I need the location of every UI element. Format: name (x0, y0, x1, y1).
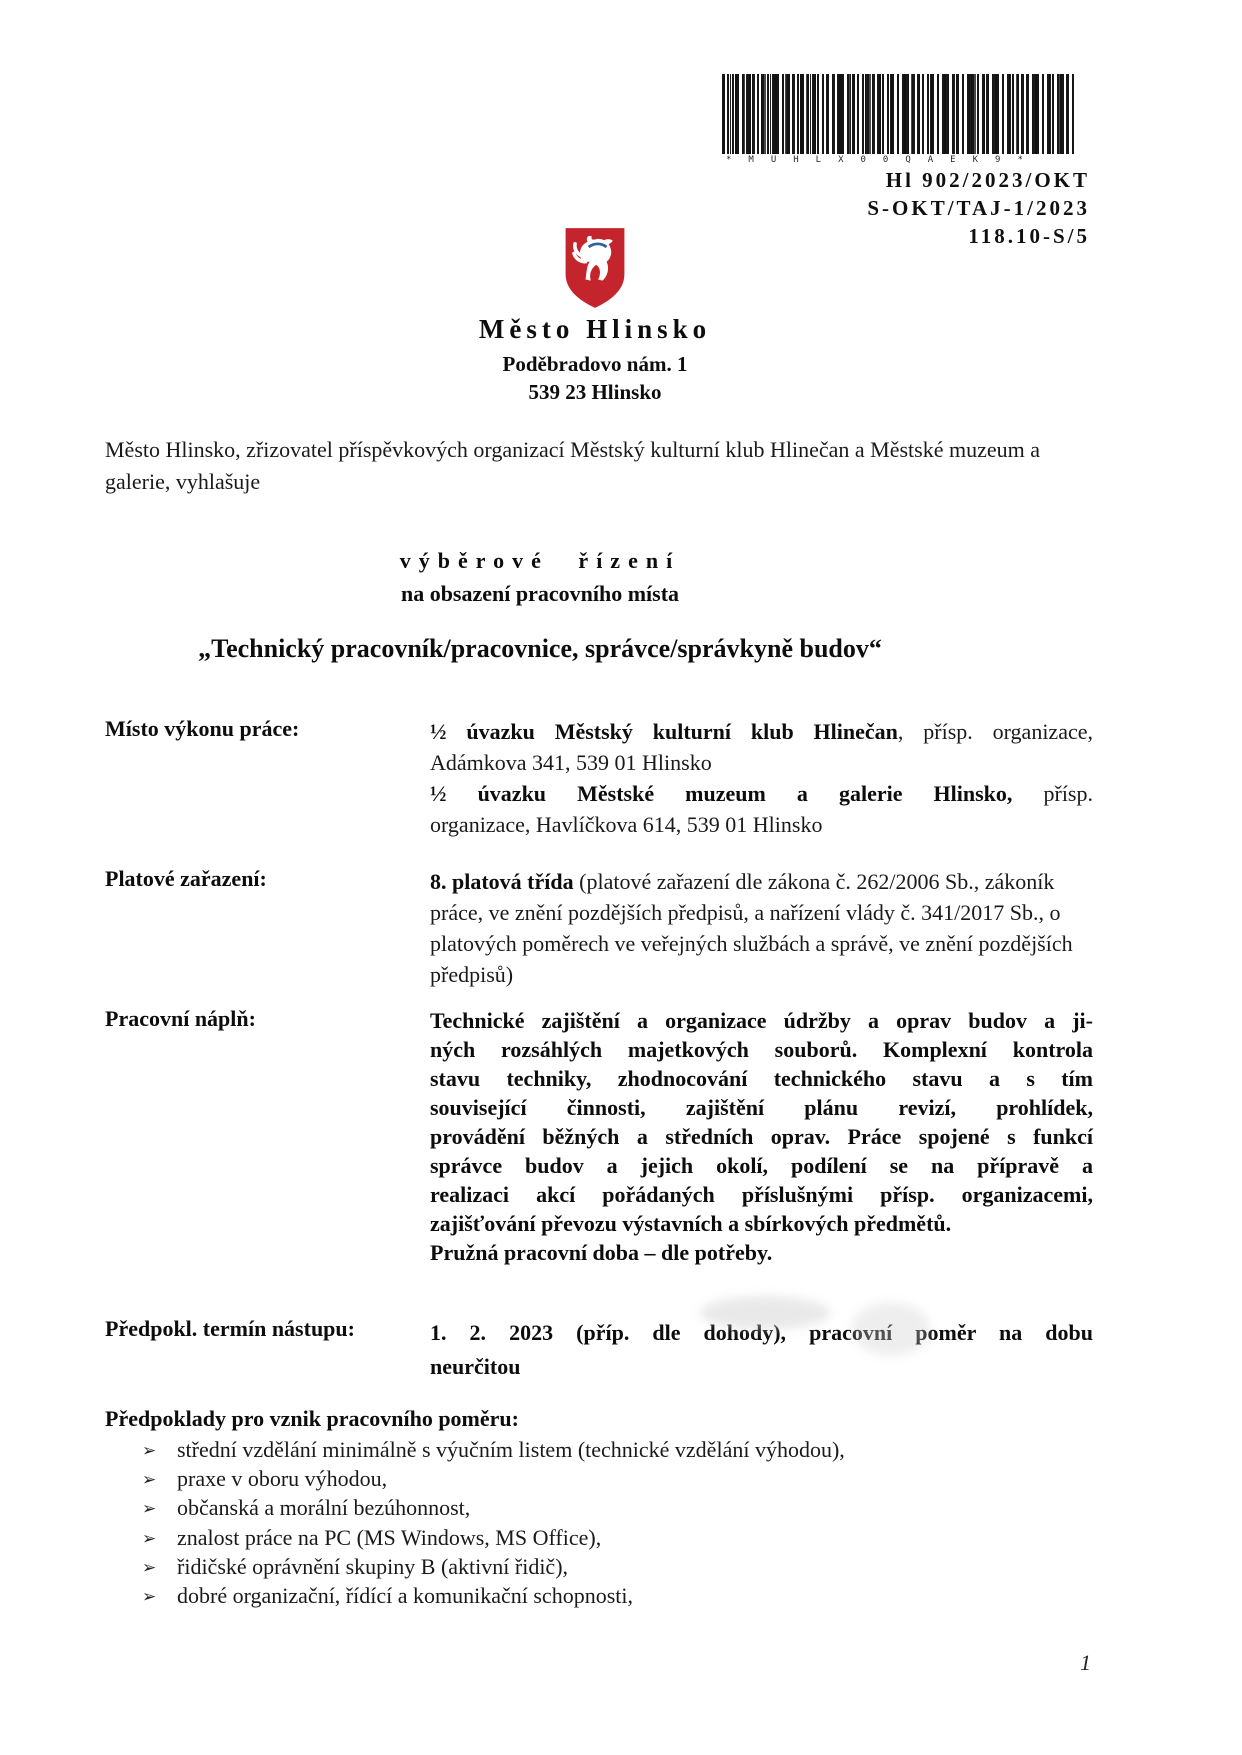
section-start-date (105, 1316, 1093, 1384)
location-line: ½ úvazku Městské muzeum a galerie Hlinsko, přísp. (430, 781, 1093, 806)
bullet-arrow-icon: ➢ (142, 1557, 157, 1577)
section-job-description-label: Pracovní náplň: (105, 1006, 256, 1031)
bullet-arrow-icon: ➢ (142, 1586, 157, 1606)
section-location-label: Místo výkonu práce: (105, 716, 300, 741)
location-line: organizace, Havlíčkova 614, 539 01 Hlinsko (430, 812, 823, 837)
job-description-line: správce budov a jejich okolí, podílení se na přípravě a (430, 1153, 1093, 1178)
reference-number-line: Hl 902/2023/OKT (885, 168, 1090, 192)
barcode-code: *MUHLX00QAEK9* (726, 155, 1040, 165)
bullet-arrow-icon: ➢ (142, 1499, 157, 1519)
page-number: 1 (1080, 1650, 1091, 1675)
reference-number-line: S-OKT/TAJ-1/2023 (867, 196, 1090, 220)
location-line: ½ úvazku Městský kulturní klub Hlinečan, přísp. organizace, (430, 719, 1093, 744)
requirements-list (105, 1435, 1105, 1610)
requirement-item (105, 1581, 1105, 1610)
announcement-subheading: na obsazení pracovního místa (400, 581, 680, 606)
job-description-line: související činnosti, zajištění plánu revizí, prohlídek, (430, 1095, 1093, 1120)
job-description-line: provádění běžných a středních oprav. Práce spojené s funkcí (430, 1124, 1093, 1149)
hlinsko-coat-of-arms-icon (563, 226, 627, 310)
scan-artifact (700, 1296, 830, 1330)
requirement-item (105, 1523, 1105, 1552)
requirement-text: střední vzdělání minimálně s výučním listem (technické vzdělání výhodou), (177, 1437, 845, 1462)
requirement-text: řidičské oprávnění skupiny B (aktivní řidič), (177, 1553, 569, 1579)
section-salary-label: Platové zařazení: (105, 866, 267, 891)
issuer-address-line1: Poděbradovo nám. 1 (502, 352, 688, 376)
reference-number-line: 118.10-S/5 (968, 224, 1090, 248)
start-date-line: neurčitou (430, 1354, 521, 1379)
section-location-value (430, 716, 1093, 840)
scan-artifact (852, 1302, 930, 1356)
job-description-line: Pružná pracovní doba – dle potřeby. (430, 1240, 773, 1265)
intro-paragraph: Město Hlinsko, zřizovatel příspěvkových organizací Městský kulturní klub Hlinečan a Městské muzeum a galerie, vyhlašuje (105, 437, 1040, 494)
requirement-text: praxe v oboru výhodou, (177, 1466, 388, 1492)
requirement-text: znalost práce na PC (MS Windows, MS Office), (177, 1524, 602, 1550)
position-title: „Technický pracovník/pracovnice, správce/správkyně budov“ (198, 634, 882, 663)
start-date-line: 1. 2. 2023 (příp. dle dohody), pracovní poměr na dobu (430, 1320, 1093, 1345)
requirement-item (105, 1552, 1105, 1581)
issuer-address-line2: 539 23 Hlinsko (528, 380, 662, 404)
requirements-heading: Předpoklady pro vznik pracovního poměru: (105, 1406, 519, 1431)
requirement-item (105, 1464, 1105, 1493)
salary-detail: (platové zařazení dle zákona č. 262/2006 Sb., zákoník práce, ve znění pozdějších předpisů, a nařízení vlády č. 341/2017 Sb., o platových poměrech ve veřejných službách a správě, ve znění pozdějších předpisů) (430, 869, 1073, 987)
coat-of-arms-block (0, 226, 1190, 315)
section-start-date-label: Předpokl. termín nástupu: (105, 1316, 355, 1341)
section-salary (105, 866, 1093, 990)
salary-grade: 8. platová třída (430, 869, 574, 894)
requirement-text: občanská a morální bezúhonnost, (177, 1495, 471, 1521)
issuer-name: Město Hlinsko (478, 314, 712, 344)
job-description-line: stavu techniky, zhodnocování technického stavu a s tím (430, 1066, 1093, 1091)
job-description-line: zajišťování převozu výstavních a sbírkových předmětů. (430, 1211, 952, 1236)
requirement-item (105, 1435, 1105, 1464)
section-salary-value (430, 866, 1093, 990)
requirement-item (105, 1493, 1105, 1522)
section-job-description (105, 1006, 1093, 1267)
section-location (105, 716, 1093, 840)
barcode-icon (722, 74, 1074, 154)
barcode (722, 74, 1074, 165)
job-description-line: ných rozsáhlých majetkových souborů. Komplexní kontrola (430, 1037, 1093, 1062)
section-job-description-value (430, 1006, 1093, 1267)
job-description-line: Technické zajištění a organizace údržby a oprav budov a ji- (430, 1008, 1093, 1033)
announcement-heading: výběrové řízení (399, 548, 681, 573)
bullet-arrow-icon: ➢ (142, 1441, 157, 1460)
bullet-arrow-icon: ➢ (142, 1470, 157, 1490)
bullet-arrow-icon: ➢ (142, 1528, 157, 1548)
location-line: Adámkova 341, 539 01 Hlinsko (430, 750, 712, 775)
requirement-text: dobré organizační, řídící a komunikační schopnosti, (177, 1582, 633, 1608)
job-description-line: realizaci akcí pořádaných příslušnými přísp. organizacemi, (430, 1182, 1093, 1207)
